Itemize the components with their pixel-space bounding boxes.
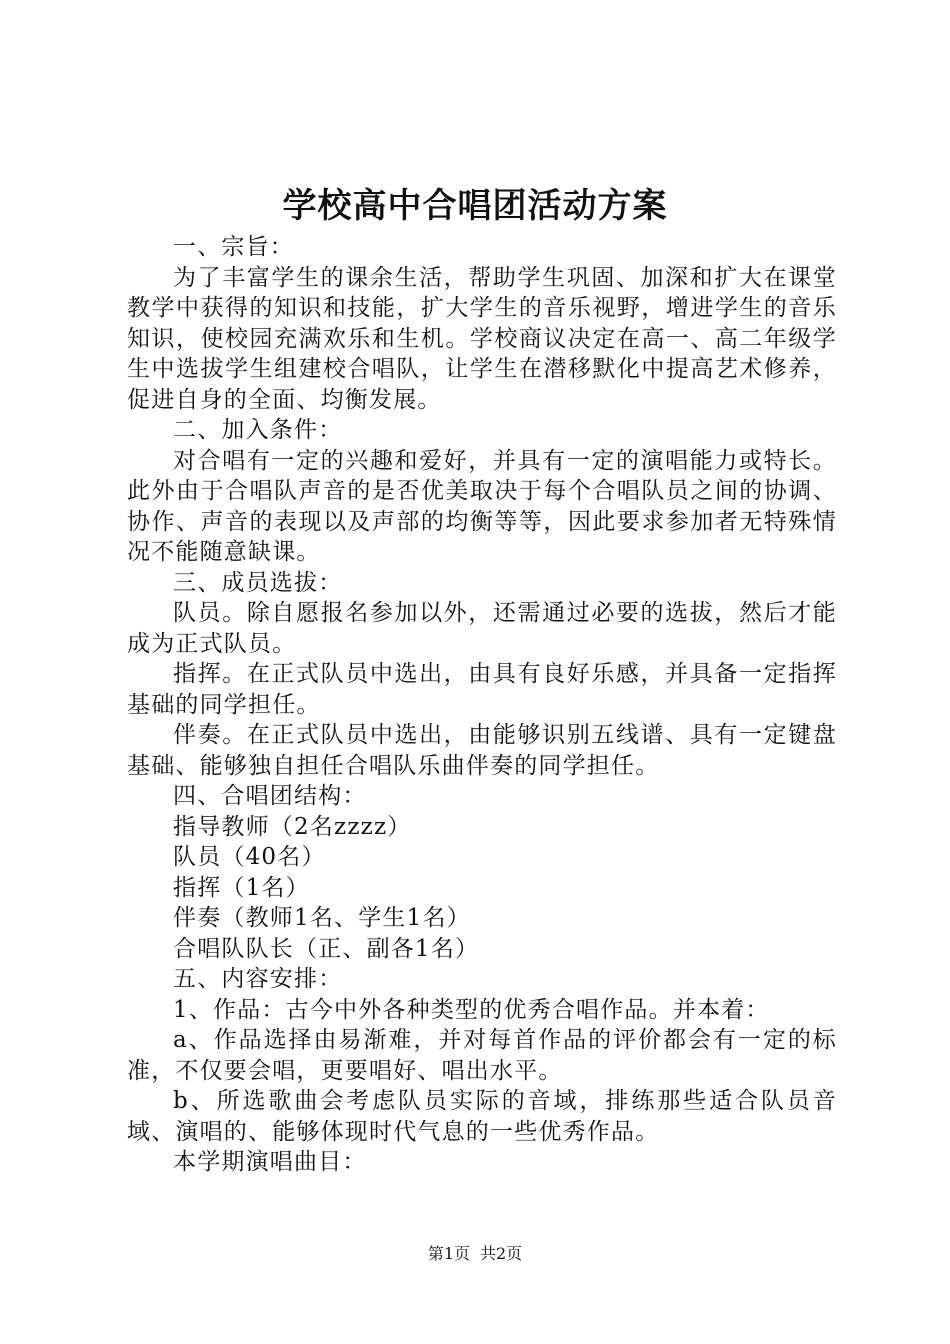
- list-item: 合唱队队长（正、副各1名）: [173, 935, 480, 962]
- section-heading: 一、宗旨：: [173, 234, 294, 260]
- section-heading: 四、合唱团结构：: [173, 783, 367, 809]
- paragraph: 指挥。在正式队员中选出，由具有良好乐感，并具备一定指挥基础的同学担任。: [127, 661, 837, 718]
- list-item: 队员（40名）: [173, 844, 326, 870]
- section-heading: 三、成员选拔：: [173, 569, 343, 596]
- paragraph: 本学期演唱曲目：: [173, 1149, 367, 1175]
- paragraph: 1、作品：古今中外各种类型的优秀合唱作品。并本着：: [173, 996, 770, 1023]
- page-total: 共2页: [480, 1244, 523, 1263]
- document-body: [127, 232, 837, 1178]
- paragraph: 队员。除自愿报名参加以外，还需通过必要的选拔，然后才能成为正式队员。: [127, 600, 837, 657]
- page-number: 第1页: [427, 1244, 470, 1263]
- paragraph: 对合唱有一定的兴趣和爱好，并具有一定的演唱能力或特长。此外由于合唱队声音的是否优美取决于每个合唱队员之间的协调、协作、声音的表现以及声部的均衡等等，因此要求参加者无特殊情况不能随意缺课。: [127, 447, 837, 565]
- list-item: 伴奏（教师1名、学生1名）: [173, 905, 471, 931]
- page-footer: [0, 1243, 950, 1265]
- list-item: 指挥（1名）: [173, 874, 310, 901]
- section-heading: 二、加入条件：: [173, 417, 343, 443]
- paragraph: 为了丰富学生的课余生活，帮助学生巩固、加深和扩大在课堂教学中获得的知识和技能，扩大学生的音乐视野，增进学生的音乐知识，使校园充满欢乐和生机。学校商议决定在高一、高二年级学生中选拔学生组建校合唱队，让学生在潜移默化中提高艺术修养，促进自身的全面、均衡发展。: [127, 264, 837, 413]
- paragraph: b、所选歌曲会考虑队员实际的音域，排练那些适合队员音域、演唱的、能够体现时代气息的一些优秀作品。: [127, 1088, 837, 1145]
- paragraph: 伴奏。在正式队员中选出，由能够识别五线谱、具有一定键盘基础、能够独自担任合唱队乐曲伴奏的同学担任。: [127, 722, 837, 779]
- section-heading: 五、内容安排：: [173, 966, 343, 992]
- document-title: 学校高中合唱团活动方案: [282, 186, 668, 226]
- list-item: 指导教师（2名zzzz）: [173, 813, 412, 840]
- paragraph: a、作品选择由易渐难，并对每首作品的评价都会有一定的标准，不仅要会唱，更要唱好、唱出水平。: [127, 1027, 837, 1084]
